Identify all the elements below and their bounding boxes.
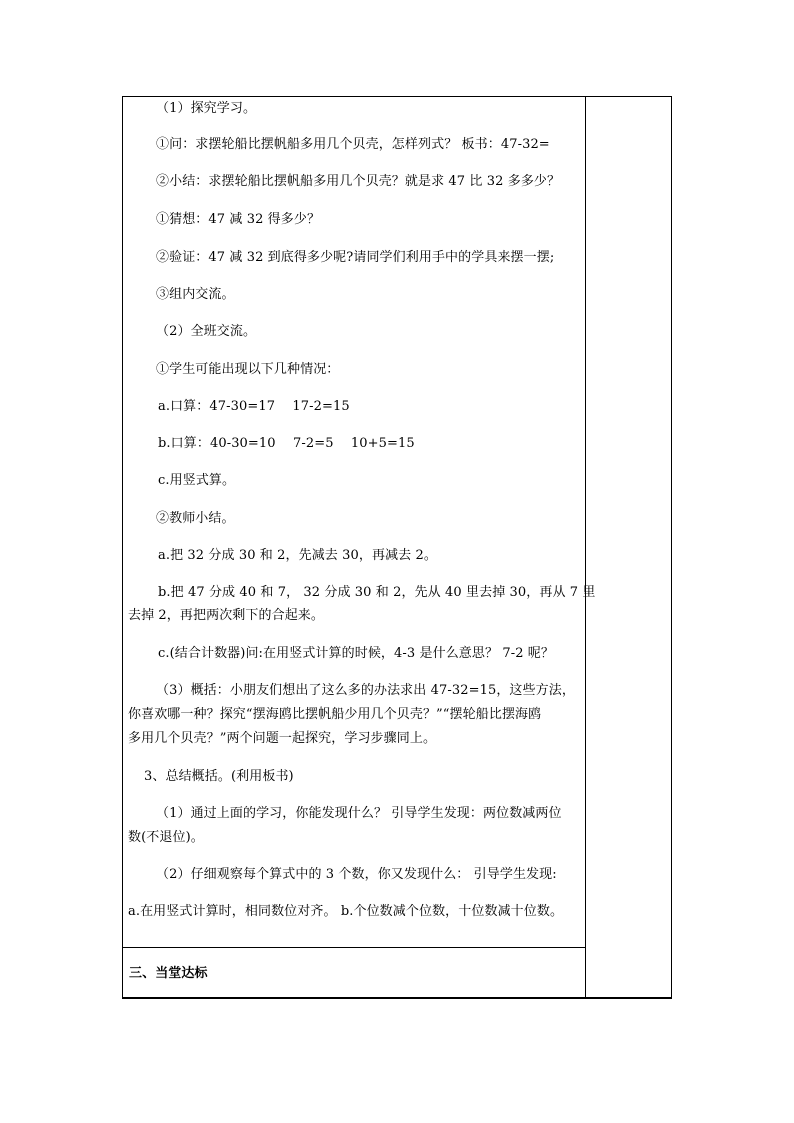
text-line-11: c.用竖式算。	[158, 473, 236, 488]
text-line-19: 多用几个贝壳？”两个问题一起探究，学习步骤同上。	[128, 731, 437, 746]
text-line-21: （1）通过上面的学习，你能发现什么？ 引导学生发现：两位数减两位	[156, 806, 562, 821]
text-line-20: 3、总结概括。(利用板书)	[144, 769, 294, 784]
text-line-16: c.(结合计数器)问:在用竖式计算的时候，4-3 是什么意思？ 7-2 呢？	[158, 646, 555, 661]
text-line-17: （3）概括：小朋友们想出了这么多的办法求出 47-32=15，这些方法，	[156, 683, 575, 698]
text-line-18: 你喜欢哪一种？探究“摆海鸥比摆帆船少用几个贝壳？”“摆轮船比摆海鸥	[128, 707, 542, 722]
text-line-1: （1）探究学习。	[156, 101, 257, 116]
text-line-5: ②验证：47 减 32 到底得多少呢?请同学们利用手中的学具来摆一摆;	[156, 250, 555, 265]
text-line-15: 去掉 2，再把两次剩下的合起来。	[128, 608, 325, 623]
text-line-6: ③组内交流。	[156, 287, 235, 302]
section-heading: 三、当堂达标	[129, 966, 208, 981]
text-line-3: ②小结：求摆轮船比摆帆船多用几个贝壳？就是求 47 比 32 多多少？	[156, 174, 561, 189]
text-line-2: ①问：求摆轮船比摆帆船多用几个贝壳，怎样列式？ 板书：47-32=	[156, 137, 550, 152]
text-line-10: b.口算：40-30=10 7-2=5 10+5=15	[158, 436, 415, 451]
text-line-13: a.把 32 分成 30 和 2，先减去 30，再减去 2。	[158, 548, 437, 563]
text-line-22: 数(不退位)。	[128, 830, 204, 845]
column-divider	[585, 96, 586, 999]
text-line-12: ②教师小结。	[156, 511, 235, 526]
text-line-24: a.在用竖式计算时，相同数位对齐。 b.个位数减个位数，十位数减十位数。	[128, 904, 564, 919]
text-line-23: （2）仔细观察每个算式中的 3 个数，你又发现什么： 引导学生发现:	[156, 867, 557, 882]
text-line-4: ①猜想：47 减 32 得多少？	[156, 212, 321, 227]
text-line-14: b.把 47 分成 40 和 7， 32 分成 30 和 2，先从 40 里去掉 30，再从 7 里	[158, 585, 596, 600]
text-line-9: a.口算：47-30=17 17-2=15	[158, 399, 350, 414]
row-divider	[122, 947, 585, 948]
text-line-8: ①学生可能出现以下几种情况：	[156, 362, 340, 377]
text-line-7: （2）全班交流。	[156, 324, 257, 339]
